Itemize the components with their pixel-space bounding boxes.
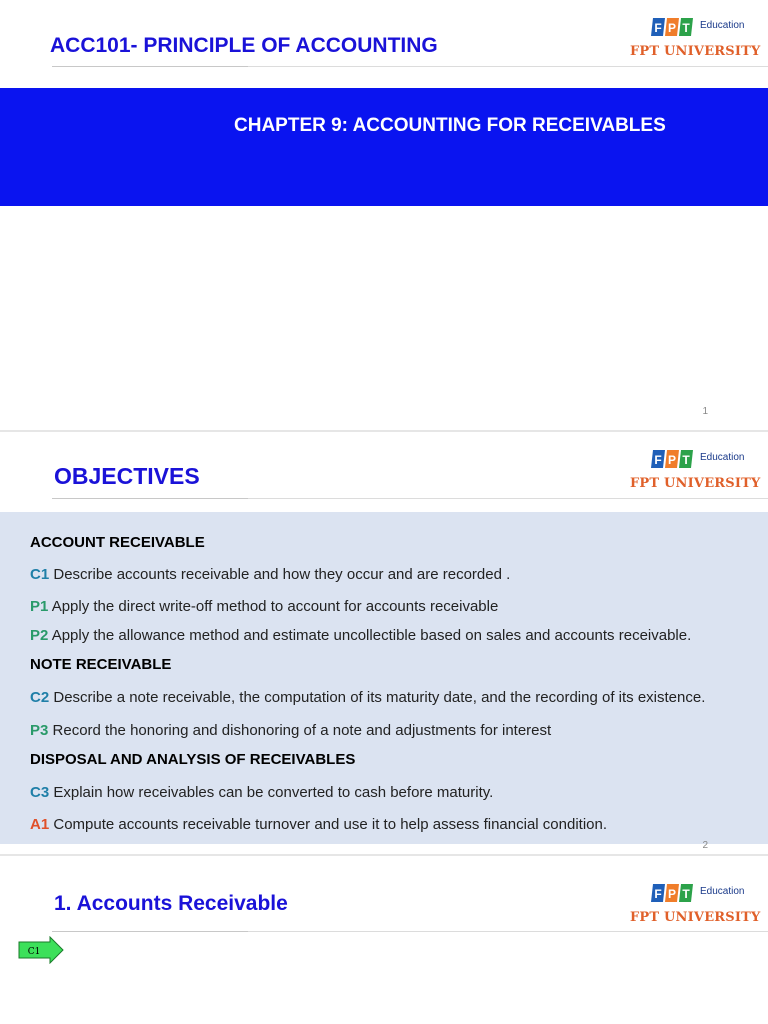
logo-letter-f: F (654, 887, 662, 901)
section-heading: ACCOUNT RECEIVABLE (30, 534, 205, 551)
objective-item (30, 566, 510, 583)
objective-text: Compute accounts receivable turnover and use it to help assess financial condition. (49, 816, 608, 833)
objective-code: P2 (30, 627, 49, 644)
objective-text: Apply the allowance method and estimate uncollectible based on sales and accounts receivable. (48, 627, 692, 644)
objective-text: Apply the direct write-off method to account for accounts receivable (48, 598, 499, 615)
logo-university-text: FPT UNIVERSITY (630, 910, 761, 925)
course-title: ACC101- PRINCIPLE OF ACCOUNTING (50, 34, 438, 57)
section-heading: NOTE RECEIVABLE (30, 656, 172, 673)
logo-education-text: Education (700, 886, 745, 897)
fpt-logo (630, 14, 761, 62)
objective-text: Describe a note receivable, the computation of its maturity date, and the recording of its existence. (49, 689, 706, 706)
chapter-band (0, 88, 768, 206)
title-underline-right (248, 498, 768, 499)
page-number: 2 (702, 840, 708, 851)
objective-text: Record the honoring and dishonoring of a note and adjustments for interest (48, 722, 552, 739)
title-underline (52, 498, 248, 499)
page-number: 1 (702, 406, 708, 417)
objective-code: P3 (30, 722, 49, 739)
fpt-blocks-icon (650, 448, 696, 470)
logo-education-text: Education (700, 20, 745, 31)
logo-letter-t: T (682, 887, 690, 901)
objective-item (30, 627, 691, 644)
objective-code: P1 (30, 598, 49, 615)
objective-item (30, 689, 705, 706)
logo-letter-t: T (682, 21, 690, 35)
slide-2 (0, 432, 768, 854)
section-heading: DISPOSAL AND ANALYSIS OF RECEIVABLES (30, 751, 356, 768)
title-underline-right (248, 66, 768, 67)
chapter-title: CHAPTER 9: ACCOUNTING FOR RECEIVABLES (234, 115, 666, 136)
objective-code: A1 (30, 816, 50, 833)
section-title: 1. Accounts Receivable (54, 892, 288, 915)
fpt-logo (630, 880, 761, 928)
objective-item (30, 598, 498, 615)
logo-letter-p: P (667, 887, 677, 901)
slide-3 (0, 856, 768, 1024)
c1-tag-label: C1 (27, 947, 41, 957)
title-underline (52, 931, 248, 932)
fpt-blocks-icon (650, 16, 696, 38)
logo-letter-f: F (654, 453, 662, 467)
fpt-blocks-icon (650, 882, 696, 904)
title-underline (52, 66, 248, 67)
objective-code: C3 (30, 784, 50, 801)
logo-education-text: Education (700, 452, 745, 463)
logo-letter-p: P (667, 21, 677, 35)
logo-letter-f: F (654, 21, 662, 35)
slide-1 (0, 0, 768, 430)
logo-letter-t: T (682, 453, 690, 467)
logo-university-text: FPT UNIVERSITY (630, 476, 761, 491)
objective-code: C2 (30, 689, 50, 706)
objective-item (30, 816, 607, 833)
objective-code: C1 (30, 566, 50, 583)
objective-item (30, 784, 493, 801)
title-underline-right (248, 931, 768, 932)
logo-university-text: FPT UNIVERSITY (630, 44, 761, 59)
objective-item (30, 722, 551, 739)
logo-letter-p: P (667, 453, 677, 467)
objectives-panel (0, 512, 768, 844)
objective-text: Describe accounts receivable and how they occur and are recorded . (49, 566, 511, 583)
objectives-title: OBJECTIVES (54, 463, 200, 489)
fpt-logo (630, 446, 761, 494)
objective-text: Explain how receivables can be converted to cash before maturity. (49, 784, 494, 801)
c1-arrow-tag (18, 936, 64, 964)
